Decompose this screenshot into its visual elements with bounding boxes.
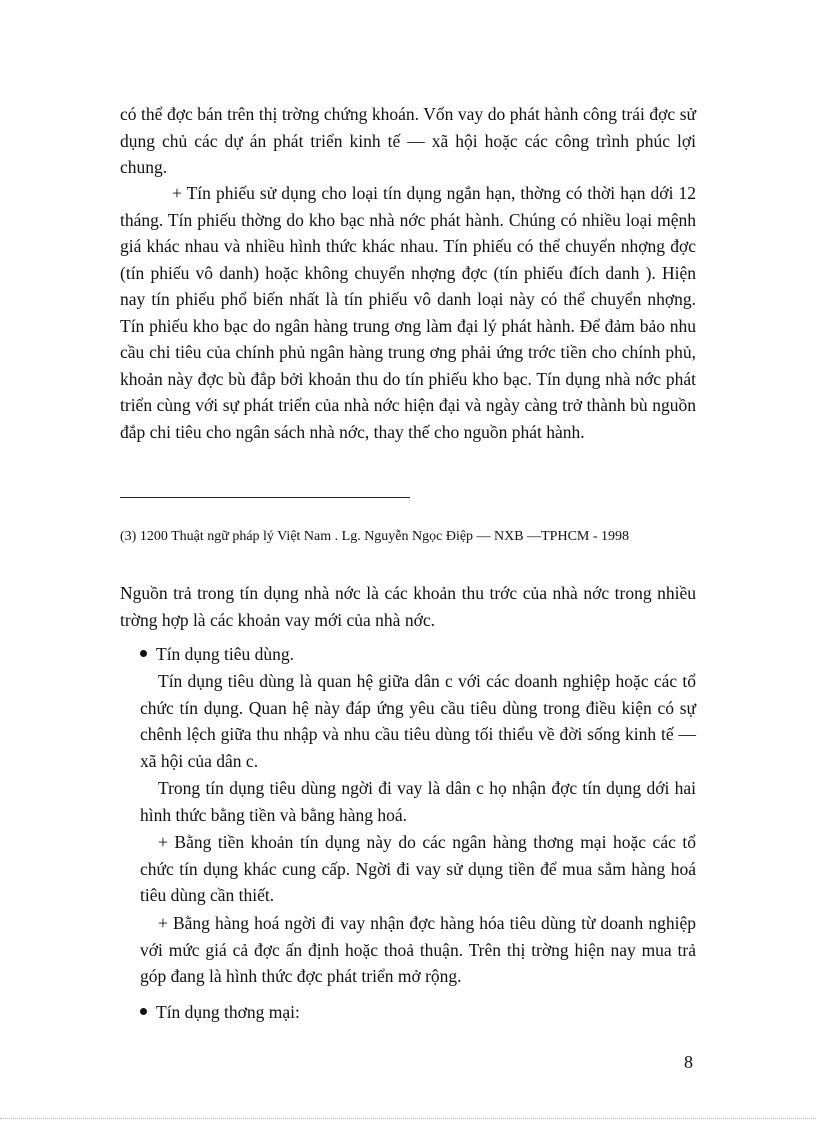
footnote: (3) 1200 Thuật ngữ pháp lý Việt Nam . Lg. Nguyễn Ngọc Điệp — NXB —TPHCM - 1998 [120,529,630,544]
paragraph-3: Nguồn trả trong tín dụng nhà nớc là các khoản thu trớc của nhà nớc trong nhiều trờng hợp là các khoản vay mới của nhà nớc. [120,583,696,630]
page-number: 8 [684,1052,693,1072]
footnote-separator [120,497,410,498]
bullet-item-consumer-credit [140,641,696,668]
bullet-item-commercial-credit [140,999,696,1026]
bullet-icon [140,641,156,668]
paragraph-6: + Bằng tiền khoản tín dụng này do các ngân hàng thơng mại hoặc các tổ chức tín dụng khác cung cấp. Ngời đi vay sử dụng tiền để mua sắm hàng hoá tiêu dùng cần thiết. [140,832,696,905]
bullet-icon [140,999,156,1026]
paragraph-7: + Bằng hàng hoá ngời đi vay nhận đợc hàng hóa tiêu dùng từ doanh nghiệp với mức giá cả đợc ấn định hoặc thoả thuận. Trên thị trờng hiện nay mua trả góp đang là hình thức đợc phát triển mở rộng. [140,913,696,986]
paragraph-2: + Tín phiếu sử dụng cho loại tín dụng ngắn hạn, thờng có thời hạn dới 12 tháng. Tín phiếu thờng do kho bạc nhà nớc phát hành. Chúng có nhiều loại mệnh giá khác nhau và nhiều hình thức khác nhau. Tín phiếu có thể chuyển nhợng đợc (tín phiếu vô danh) hoặc không chuyển nhợng đợc (tín phiếu đích danh ). Hiện nay tín phiếu phổ biến nhất là tín phiếu vô danh loại này có thể chuyển nhợng. Tín phiếu kho bạc do ngân hàng trung ơng làm đại lý phát hành. Để đảm bảo nhu cầu chi tiêu của chính phủ ngân hàng trung ơng phải ứng trớc tiền cho chính phủ, khoản này đợc bù đắp bởi khoản thu do tín phiếu kho bạc. Tín dụng nhà nớc phát triển cùng với sự phát triển của nhà nớc hiện đại và ngày càng trở thành bù nguồn đắp chi tiêu cho ngân sách nhà nớc, thay thế cho nguồn phát hành. [120,183,696,442]
paragraph-4: Tín dụng tiêu dùng là quan hệ giữa dân c với các doanh nghiệp hoặc các tổ chức tín dụng. Quan hệ này đáp ứng yêu cầu tiêu dùng trong điều kiện có sự chênh lệch giữa thu nhập và nhu cầu tiêu dùng tối thiểu về đời sống kinh tế — xã hội của dân c. [140,671,696,771]
bullet-item-label: Tín dụng tiêu dùng. [156,644,295,664]
paragraph-5: Trong tín dụng tiêu dùng ngời đi vay là dân c họ nhận đợc tín dụng dới hai hình thức bằng tiền và bằng hàng hoá. [140,778,696,825]
page-bottom-border [0,1118,816,1119]
bullet-item-label: Tín dụng thơng mại: [156,1002,300,1022]
paragraph-1: có thể đợc bán trên thị trờng chứng khoán. Vốn vay do phát hành công trái đợc sử dụng chủ các dự án phát triển kinh tế — xã hội hoặc các công trình phúc lợi chung. [120,104,696,177]
